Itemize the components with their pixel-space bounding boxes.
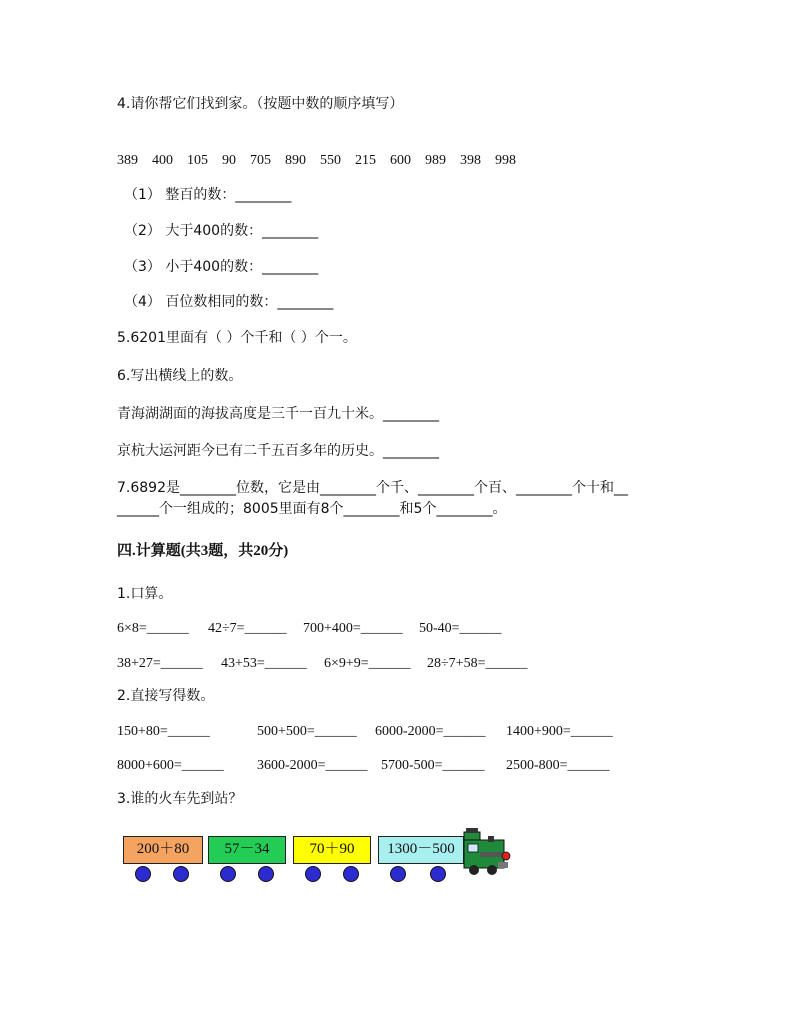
number: 989 <box>425 153 446 168</box>
expression: 38+27=______ <box>117 656 203 671</box>
wheel <box>390 866 406 882</box>
expression: 8000+600=______ <box>117 758 224 773</box>
number: 705 <box>250 153 271 168</box>
wheel <box>305 866 321 882</box>
expression: 6×8=______ <box>117 621 189 636</box>
q7-line-1: 7.6892是________位数，它是由________个千、________个百、________个十和__ <box>117 480 628 496</box>
section-heading: 四.计算题(共3题，共20分) <box>117 543 289 559</box>
c1-title: 1.口算。 <box>117 586 173 602</box>
number: 400 <box>152 153 173 168</box>
number: 550 <box>320 153 341 168</box>
expression: 3600-2000=______ <box>257 758 368 773</box>
wheel <box>173 866 189 882</box>
train-car-4: 1300－500 <box>378 836 464 864</box>
expression: 2500-800=______ <box>506 758 610 773</box>
q6-title: 6.写出横线上的数。 <box>117 368 243 384</box>
expression: 28÷7+58=______ <box>427 656 528 671</box>
wheel <box>258 866 274 882</box>
train-illustration <box>120 826 520 886</box>
expression: 1400+900=______ <box>506 724 613 739</box>
q4-item-3: （3） 小于400的数：________ <box>124 259 319 275</box>
number-list <box>117 152 530 170</box>
q5-text: 5.6201里面有（ ）个千和（ ）个一。 <box>117 330 357 346</box>
expression: 6×9+9=______ <box>324 656 411 671</box>
expression: 5700-500=______ <box>381 758 485 773</box>
c3-title: 3.谁的火车先到站？ <box>117 791 243 807</box>
c2-title: 2.直接写得数。 <box>117 688 215 704</box>
number: 105 <box>187 153 208 168</box>
q4-item-2: （2） 大于400的数：________ <box>124 223 319 239</box>
train-car-1: 200＋80 <box>123 836 203 864</box>
wheel <box>135 866 151 882</box>
expression: 43+53=______ <box>221 656 307 671</box>
wheel <box>343 866 359 882</box>
expression: 6000-2000=______ <box>375 724 486 739</box>
q7-line-2: ______个一组成的；8005里面有8个________和5个________。 <box>117 501 507 517</box>
train-car-2: 57－34 <box>208 836 286 864</box>
number: 398 <box>460 153 481 168</box>
q4-title: 4.请你帮它们找到家。（按题中数的顺序填写） <box>117 96 404 112</box>
number: 998 <box>495 153 516 168</box>
train-car-3: 70＋90 <box>293 836 371 864</box>
expression: 700+400=______ <box>303 621 403 636</box>
locomotive <box>462 826 512 878</box>
wheel <box>220 866 236 882</box>
expression: 150+80=______ <box>117 724 210 739</box>
q6-line-1: 青海湖湖面的海拔高度是三千一百九十米。________ <box>117 406 439 422</box>
wheel <box>430 866 446 882</box>
expression: 50-40=______ <box>419 621 502 636</box>
expression: 500+500=______ <box>257 724 357 739</box>
q4-item-1: （1） 整百的数：________ <box>124 187 292 203</box>
q6-line-2: 京杭大运河距今已有二千五百多年的历史。________ <box>117 443 439 459</box>
number: 389 <box>117 153 138 168</box>
number: 215 <box>355 153 376 168</box>
number: 600 <box>390 153 411 168</box>
number: 90 <box>222 153 236 168</box>
number: 890 <box>285 153 306 168</box>
q4-item-4: （4） 百位数相同的数：________ <box>124 294 334 310</box>
expression: 42÷7=______ <box>208 621 287 636</box>
